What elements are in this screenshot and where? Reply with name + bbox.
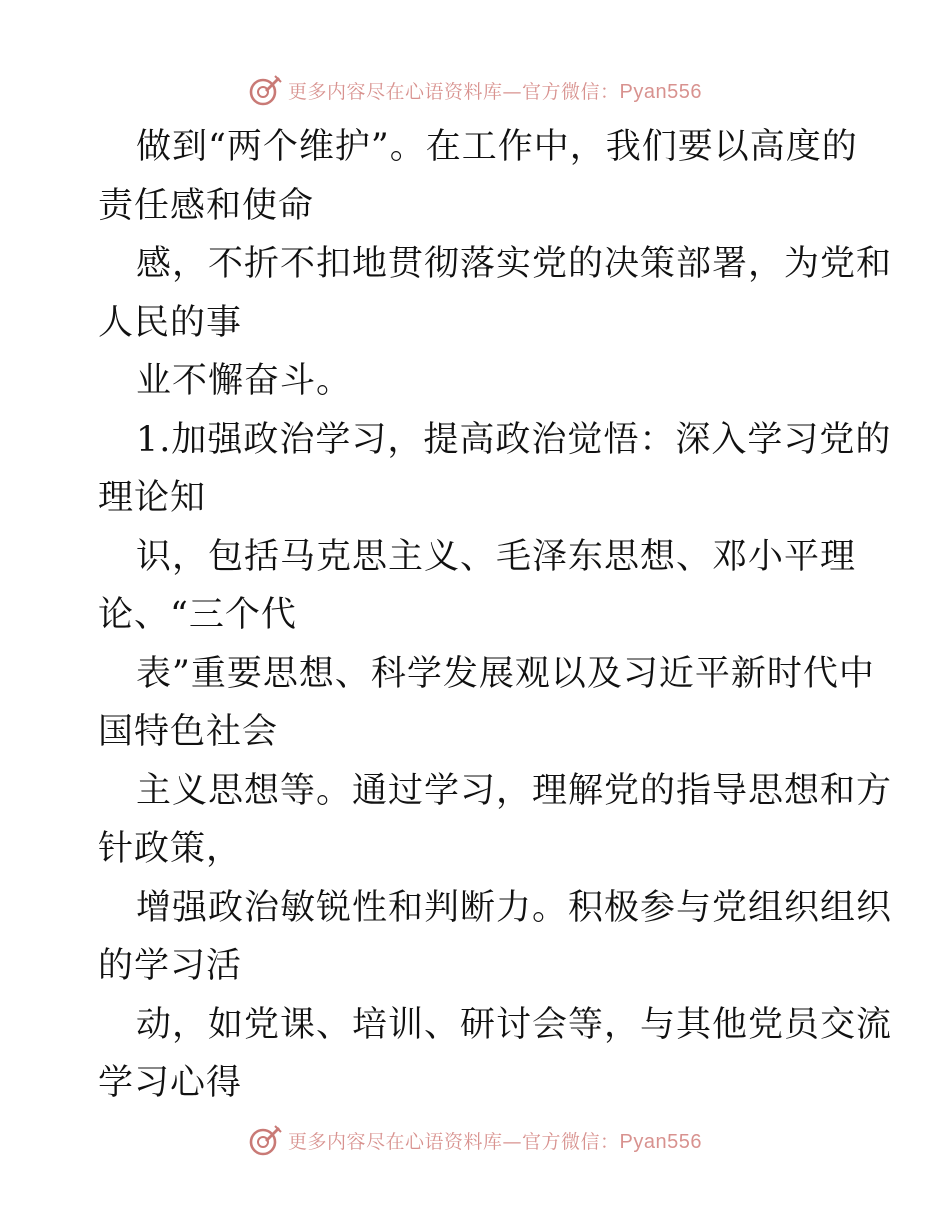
- text-line: 识，包括马克思主义、毛泽东思想、邓小平理: [136, 536, 857, 577]
- text-line: 责任感和使命: [98, 185, 315, 226]
- text-line: 的学习活: [98, 946, 243, 986]
- text-line: 学习心得: [98, 1063, 243, 1103]
- text-line: 主义思想等。通过学习，理解党的指导思想和方: [136, 770, 893, 811]
- watermark-text: 更多内容尽在心语资料库—官方微信：Pyan556: [288, 1130, 702, 1153]
- text-line: 增强政治敏锐性和判断力。积极参与党组织组织: [136, 887, 893, 928]
- pen-logo-icon: [248, 1123, 282, 1157]
- header-watermark: [0, 70, 950, 110]
- text-line: 人民的事: [98, 302, 243, 343]
- document-body: [98, 118, 893, 1113]
- watermark-text: 更多内容尽在心语资料库—官方微信：Pyan556: [288, 80, 702, 103]
- text-line: 做到“两个维护”。在工作中，我们要以高度的: [136, 127, 858, 167]
- text-line: 论、“三个代: [98, 595, 297, 635]
- text-line: 针政策，: [98, 829, 243, 869]
- text-line: 1.加强政治学习，提高政治觉悟：深入学习党的: [136, 419, 892, 460]
- pen-logo-icon: [248, 73, 282, 107]
- text-line: 业不懈奋斗。: [136, 361, 353, 401]
- text-line: 理论知: [98, 478, 207, 518]
- text-line: 感，不折不扣地贯彻落实党的决策部署，为党和: [136, 244, 893, 284]
- text-line: 国特色社会: [98, 712, 279, 752]
- text-line: 动，如党课、培训、研讨会等，与其他党员交流: [136, 1004, 893, 1045]
- footer-watermark: [0, 1120, 950, 1160]
- text-line: 表”重要思想、科学发展观以及习近平新时代中: [136, 653, 875, 694]
